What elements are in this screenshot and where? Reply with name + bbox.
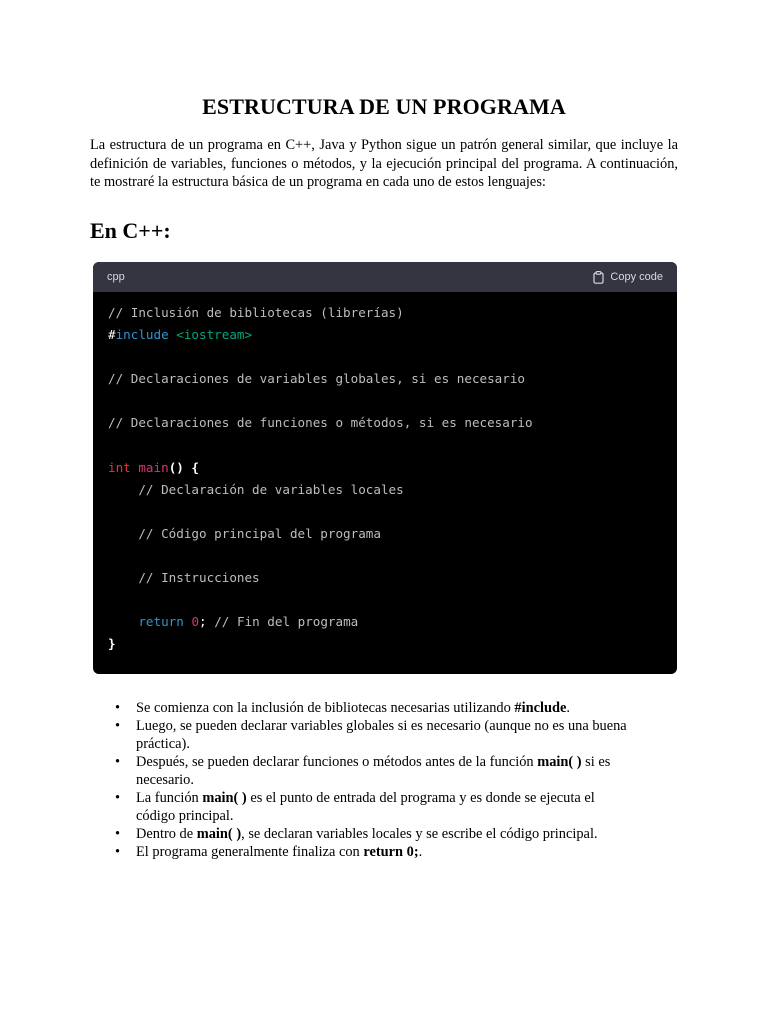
list-text-segment: Dentro de: [136, 826, 197, 842]
code-token-punct: }: [108, 636, 116, 652]
code-token-plain: ;: [199, 614, 215, 630]
list-item: [115, 699, 678, 717]
code-line: [108, 302, 662, 324]
list-item-text: [136, 789, 636, 825]
code-block: [93, 262, 677, 674]
bullet-icon: •: [115, 700, 121, 716]
list-text-segment: Se comienza con la inclusión de bibliotecas necesarias utilizando: [136, 700, 515, 716]
code-line: [108, 589, 662, 611]
bold-code-term: main( ): [202, 790, 247, 806]
code-token-type: int: [108, 459, 131, 475]
list-text-segment: Después, se pueden declarar funciones o métodos antes de la función: [136, 754, 538, 770]
code-content: [93, 292, 677, 656]
code-line: [108, 324, 662, 346]
list-text-segment: , se declaran variables locales y se escribe el código principal.: [241, 826, 598, 842]
list-item-text: [136, 843, 636, 861]
bullet-icon: •: [115, 790, 121, 806]
code-token-plain: [108, 614, 138, 629]
code-line: [108, 501, 662, 523]
code-language-label: cpp: [107, 271, 125, 283]
list-item: [115, 753, 678, 789]
list-text-segment: .: [418, 844, 423, 860]
code-token-comment: // Declaración de variables locales: [108, 481, 404, 497]
list-item-text: [136, 825, 636, 843]
code-token-comment: // Declaraciones de variables globales, si es necesario: [108, 371, 526, 387]
code-token-comment: // Inclusión de bibliotecas (librerías): [108, 305, 404, 320]
code-token-comment: // Instrucciones: [108, 570, 260, 586]
code-line: [108, 567, 662, 589]
code-token-comment: // Fin del programa: [214, 614, 359, 630]
code-block-header: [93, 262, 677, 292]
list-item: [115, 717, 678, 753]
notes-list: [90, 699, 678, 861]
code-line: [108, 346, 662, 368]
bullet-icon: •: [115, 844, 121, 860]
bold-code-term: main( ): [196, 826, 242, 842]
list-item: [115, 843, 678, 861]
code-token-func: main: [138, 459, 169, 475]
code-line: [108, 523, 662, 545]
copy-code-button[interactable]: [593, 271, 663, 284]
code-line: [108, 412, 662, 434]
bullet-icon: •: [115, 718, 121, 734]
list-text-segment: .: [566, 700, 571, 716]
document-title: ESTRUCTURA DE UN PROGRAMA: [202, 94, 566, 119]
code-token-number: 0: [191, 614, 200, 630]
section-heading-cpp: En C++:: [90, 218, 171, 243]
code-line: [108, 545, 662, 567]
code-token-punct: () {: [168, 459, 200, 475]
code-line: [108, 633, 662, 655]
list-text-segment: El programa generalmente finaliza con: [136, 844, 364, 860]
code-line: [108, 435, 662, 457]
list-item-text: [136, 753, 636, 789]
bold-code-term: #include: [514, 700, 567, 716]
code-token-plain: #: [108, 327, 116, 343]
code-line: [108, 457, 662, 479]
list-item-text: [136, 699, 636, 717]
list-text-segment: es el punto de entrada del programa y es donde se ejecuta el código principal.: [136, 790, 595, 824]
list-text-segment: La función: [136, 790, 203, 806]
code-line: [108, 611, 662, 633]
code-token-string: <iostream>: [176, 327, 253, 343]
list-text-segment: si es necesario.: [136, 754, 611, 788]
intro-paragraph: La estructura de un programa en C++, Java y Python sigue un patrón general similar, que incluye la definición de variables, funciones o métodos, y la ejecución principal del programa. A continuación, te mostraré la estructura básica de un programa en cada uno de estos lenguajes:: [90, 137, 678, 190]
list-item: [115, 825, 678, 843]
code-line: [108, 390, 662, 412]
bullet-icon: •: [115, 826, 121, 842]
list-item-text: [136, 717, 636, 753]
code-token-keyword: return: [138, 614, 184, 630]
code-line: [108, 368, 662, 390]
code-token-comment: // Código principal del programa: [108, 525, 381, 541]
copy-code-label: Copy code: [610, 271, 663, 283]
bold-code-term: main( ): [537, 754, 582, 770]
code-token-keyword: include: [115, 327, 169, 343]
clipboard-icon: [593, 271, 604, 284]
list-text-segment: Luego, se pueden declarar variables globales si es necesario (aunque no es una buena práctica).: [136, 718, 627, 752]
code-token-comment: // Declaraciones de funciones o métodos, si es necesario: [108, 415, 533, 431]
bold-code-term: return 0;: [363, 844, 419, 860]
bullet-icon: •: [115, 754, 121, 770]
code-line: [108, 479, 662, 501]
list-item: [115, 789, 678, 825]
